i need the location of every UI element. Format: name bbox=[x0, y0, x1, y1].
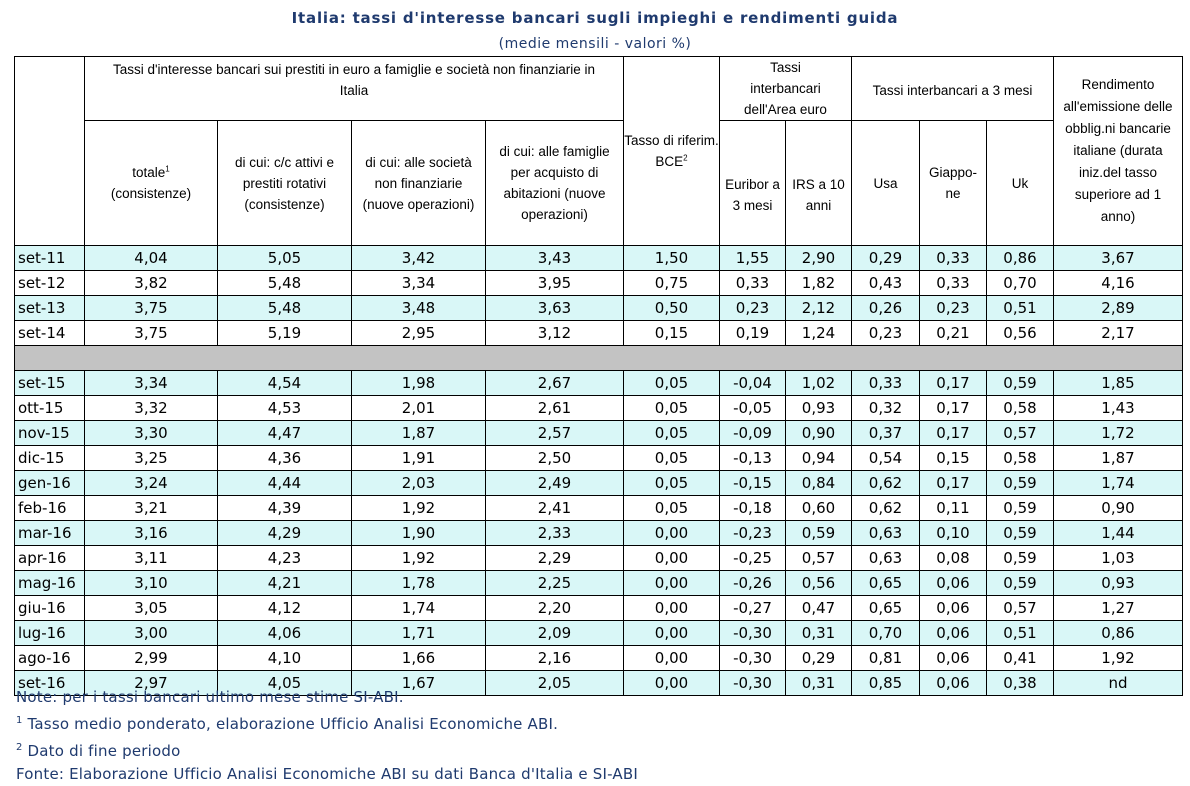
rates-table bbox=[14, 56, 1183, 696]
header-giappone: Giappo-ne bbox=[920, 121, 987, 246]
table-cell: 0,05 bbox=[624, 446, 720, 471]
table-cell: -0,27 bbox=[720, 596, 786, 621]
table-cell: 0,62 bbox=[852, 471, 920, 496]
table-cell: 0,00 bbox=[624, 571, 720, 596]
table-cell: 2,12 bbox=[786, 296, 852, 321]
table-cell: 0,63 bbox=[852, 521, 920, 546]
table-cell: 3,21 bbox=[85, 496, 218, 521]
table-cell: 0,33 bbox=[852, 371, 920, 396]
table-cell: 1,98 bbox=[352, 371, 486, 396]
separator-row bbox=[15, 346, 1183, 371]
table-cell: 0,54 bbox=[852, 446, 920, 471]
table-cell: 0,93 bbox=[1054, 571, 1183, 596]
table-cell: 3,82 bbox=[85, 271, 218, 296]
table-cell: 0,05 bbox=[624, 371, 720, 396]
table-row bbox=[15, 546, 1183, 571]
table-cell: 0,17 bbox=[920, 371, 987, 396]
table-row bbox=[15, 571, 1183, 596]
table-cell: 0,10 bbox=[920, 521, 987, 546]
table-cell: 0,51 bbox=[987, 296, 1054, 321]
table-row bbox=[15, 246, 1183, 271]
table-cell: 4,21 bbox=[218, 571, 352, 596]
table-cell: 3,42 bbox=[352, 246, 486, 271]
table-cell: 2,03 bbox=[352, 471, 486, 496]
table-cell: 0,23 bbox=[852, 321, 920, 346]
row-label: set-11 bbox=[15, 246, 85, 271]
table-cell: 3,34 bbox=[85, 371, 218, 396]
table-cell: 2,41 bbox=[486, 496, 624, 521]
row-label: nov-15 bbox=[15, 421, 85, 446]
table-row bbox=[15, 421, 1183, 446]
table-cell: 4,29 bbox=[218, 521, 352, 546]
table-row bbox=[15, 646, 1183, 671]
header-societa: di cui: alle società non finanziarie (nuove operazioni) bbox=[352, 121, 486, 246]
row-label: gen-16 bbox=[15, 471, 85, 496]
table-cell: 3,75 bbox=[85, 321, 218, 346]
row-label: feb-16 bbox=[15, 496, 85, 521]
row-label: mag-16 bbox=[15, 571, 85, 596]
table-cell: 1,82 bbox=[786, 271, 852, 296]
table-cell: 3,63 bbox=[486, 296, 624, 321]
row-label: ago-16 bbox=[15, 646, 85, 671]
table-cell: 0,81 bbox=[852, 646, 920, 671]
table-cell: 3,48 bbox=[352, 296, 486, 321]
table-cell: -0,18 bbox=[720, 496, 786, 521]
table-cell: 0,17 bbox=[920, 471, 987, 496]
table-cell: -0,25 bbox=[720, 546, 786, 571]
note-source: Fonte: Elaborazione Ufficio Analisi Economiche ABI su dati Banca d'Italia e SI-ABI bbox=[16, 765, 638, 783]
table-cell: 0,59 bbox=[987, 471, 1054, 496]
table-cell: 0,00 bbox=[624, 646, 720, 671]
table-cell: 0,62 bbox=[852, 496, 920, 521]
separator-cell bbox=[15, 346, 1183, 371]
table-cell: 0,94 bbox=[786, 446, 852, 471]
corner-cell bbox=[15, 57, 85, 246]
table-cell: -0,15 bbox=[720, 471, 786, 496]
table-cell: 5,48 bbox=[218, 271, 352, 296]
table-row bbox=[15, 496, 1183, 521]
table-cell: 4,04 bbox=[85, 246, 218, 271]
table-row bbox=[15, 271, 1183, 296]
table-cell: 0,59 bbox=[987, 521, 1054, 546]
table-cell: 2,95 bbox=[352, 321, 486, 346]
table-cell: 0,05 bbox=[624, 496, 720, 521]
table-cell: 0,06 bbox=[920, 621, 987, 646]
table-cell: 1,91 bbox=[352, 446, 486, 471]
table-cell: 2,29 bbox=[486, 546, 624, 571]
table-row bbox=[15, 396, 1183, 421]
table-cell: 3,25 bbox=[85, 446, 218, 471]
table-cell: 3,05 bbox=[85, 596, 218, 621]
table-cell: 1,90 bbox=[352, 521, 486, 546]
table-cell: 3,16 bbox=[85, 521, 218, 546]
table-cell: 0,00 bbox=[624, 521, 720, 546]
table-cell: 1,43 bbox=[1054, 396, 1183, 421]
table-cell: 1,74 bbox=[1054, 471, 1183, 496]
table-cell: 0,47 bbox=[786, 596, 852, 621]
table-cell: 3,43 bbox=[486, 246, 624, 271]
table-cell: 0,60 bbox=[786, 496, 852, 521]
table-cell: 0,75 bbox=[624, 271, 720, 296]
table-body bbox=[15, 246, 1183, 696]
table-cell: 1,02 bbox=[786, 371, 852, 396]
table-cell: 4,16 bbox=[1054, 271, 1183, 296]
row-label: apr-16 bbox=[15, 546, 85, 571]
table-cell: 0,59 bbox=[987, 571, 1054, 596]
table-cell: 3,75 bbox=[85, 296, 218, 321]
table-cell: 3,24 bbox=[85, 471, 218, 496]
table-cell: 0,06 bbox=[920, 596, 987, 621]
table-cell: 0,50 bbox=[624, 296, 720, 321]
table-cell: 0,57 bbox=[786, 546, 852, 571]
table-cell: 0,17 bbox=[920, 396, 987, 421]
table-cell: 5,05 bbox=[218, 246, 352, 271]
table-cell: 0,17 bbox=[920, 421, 987, 446]
table-cell: 0,29 bbox=[786, 646, 852, 671]
row-label: dic-15 bbox=[15, 446, 85, 471]
table-cell: 0,43 bbox=[852, 271, 920, 296]
table-cell: 0,56 bbox=[987, 321, 1054, 346]
table-cell: 0,70 bbox=[987, 271, 1054, 296]
header-cc: di cui: c/c attivi e prestiti rotativi (consistenze) bbox=[218, 121, 352, 246]
table-cell: 0,00 bbox=[624, 546, 720, 571]
row-label: ott-15 bbox=[15, 396, 85, 421]
table-cell: 1,55 bbox=[720, 246, 786, 271]
table-cell: 0,05 bbox=[624, 421, 720, 446]
table-cell: 3,10 bbox=[85, 571, 218, 596]
row-label: set-14 bbox=[15, 321, 85, 346]
table-row bbox=[15, 521, 1183, 546]
table-cell: 3,00 bbox=[85, 621, 218, 646]
table-cell: 5,48 bbox=[218, 296, 352, 321]
table-cell: 2,16 bbox=[486, 646, 624, 671]
table-cell: 0,29 bbox=[852, 246, 920, 271]
table-cell: 0,05 bbox=[624, 396, 720, 421]
table-cell: 1,85 bbox=[1054, 371, 1183, 396]
table-cell: 3,67 bbox=[1054, 246, 1183, 271]
table-cell: 0,06 bbox=[920, 571, 987, 596]
table-cell: 0,19 bbox=[720, 321, 786, 346]
table-cell: 5,19 bbox=[218, 321, 352, 346]
table-cell: 4,53 bbox=[218, 396, 352, 421]
table-cell: 3,32 bbox=[85, 396, 218, 421]
table-cell: 0,41 bbox=[987, 646, 1054, 671]
table-cell: 2,99 bbox=[85, 646, 218, 671]
table-subtitle: (medie mensili - valori %) bbox=[498, 36, 692, 52]
row-label: lug-16 bbox=[15, 621, 85, 646]
table-cell: 1,92 bbox=[352, 546, 486, 571]
table-cell: 2,97 bbox=[85, 671, 218, 696]
table-cell: 0,05 bbox=[624, 471, 720, 496]
table-cell: 0,00 bbox=[624, 596, 720, 621]
table-cell: 2,05 bbox=[486, 671, 624, 696]
table-cell: 2,89 bbox=[1054, 296, 1183, 321]
table-cell: 2,50 bbox=[486, 446, 624, 471]
table-row bbox=[15, 621, 1183, 646]
table-cell: 1,87 bbox=[1054, 446, 1183, 471]
table-cell: 2,57 bbox=[486, 421, 624, 446]
table-row bbox=[15, 446, 1183, 471]
table-row bbox=[15, 471, 1183, 496]
table-cell: 0,59 bbox=[987, 496, 1054, 521]
table-cell: 0,57 bbox=[987, 421, 1054, 446]
table-cell: 0,37 bbox=[852, 421, 920, 446]
table-cell: 4,44 bbox=[218, 471, 352, 496]
table-cell: 0,59 bbox=[987, 371, 1054, 396]
header-group-bank-rates: Tassi d'interesse bancari sui prestiti in euro a famiglie e società non finanziarie in Italia bbox=[85, 57, 624, 121]
table-cell: -0,13 bbox=[720, 446, 786, 471]
table-cell: 3,30 bbox=[85, 421, 218, 446]
table-cell: 0,08 bbox=[920, 546, 987, 571]
row-label: set-12 bbox=[15, 271, 85, 296]
table-cell: 0,00 bbox=[624, 671, 720, 696]
table-cell: 0,32 bbox=[852, 396, 920, 421]
table-cell: 0,86 bbox=[987, 246, 1054, 271]
row-label: giu-16 bbox=[15, 596, 85, 621]
table-cell: 0,59 bbox=[786, 521, 852, 546]
table-cell: 4,39 bbox=[218, 496, 352, 521]
table-cell: -0,05 bbox=[720, 396, 786, 421]
header-group-interbank-3m: Tassi interbancari a 3 mesi bbox=[852, 57, 1054, 121]
table-cell: 2,61 bbox=[486, 396, 624, 421]
table-title: Italia: tassi d'interesse bancari sugli impieghi e rendimenti guida bbox=[291, 9, 899, 27]
table-cell: 0,21 bbox=[920, 321, 987, 346]
table-cell: 0,23 bbox=[920, 296, 987, 321]
table-cell: 0,84 bbox=[786, 471, 852, 496]
table-cell: 1,92 bbox=[352, 496, 486, 521]
table-cell: 4,05 bbox=[218, 671, 352, 696]
table-cell: 0,59 bbox=[987, 546, 1054, 571]
table-cell: 2,20 bbox=[486, 596, 624, 621]
table-cell: 3,95 bbox=[486, 271, 624, 296]
table-cell: 3,12 bbox=[486, 321, 624, 346]
table-cell: 2,33 bbox=[486, 521, 624, 546]
table-cell: 3,34 bbox=[352, 271, 486, 296]
table-row bbox=[15, 596, 1183, 621]
note-2: $^2$ Dato di fine periodo bbox=[16, 742, 181, 760]
table-cell: 4,54 bbox=[218, 371, 352, 396]
table-cell: 0,86 bbox=[1054, 621, 1183, 646]
table-cell: 0,57 bbox=[987, 596, 1054, 621]
table-cell: 4,12 bbox=[218, 596, 352, 621]
table-cell: 1,92 bbox=[1054, 646, 1183, 671]
table-cell: 2,01 bbox=[352, 396, 486, 421]
table-cell: -0,30 bbox=[720, 671, 786, 696]
table-cell: 1,87 bbox=[352, 421, 486, 446]
table-cell: 0,00 bbox=[624, 621, 720, 646]
table-cell: 0,90 bbox=[1054, 496, 1183, 521]
table-cell: 0,63 bbox=[852, 546, 920, 571]
table-cell: -0,09 bbox=[720, 421, 786, 446]
row-label: set-16 bbox=[15, 671, 85, 696]
table-cell: 0,56 bbox=[786, 571, 852, 596]
table-cell: 4,10 bbox=[218, 646, 352, 671]
table-cell: 2,67 bbox=[486, 371, 624, 396]
table-cell: 0,33 bbox=[920, 246, 987, 271]
table-cell: 1,50 bbox=[624, 246, 720, 271]
table-row bbox=[15, 296, 1183, 321]
note-general: Note: per i tassi bancari ultimo mese stime SI-ABI. bbox=[16, 688, 404, 706]
table-cell: 0,51 bbox=[987, 621, 1054, 646]
table-cell: 0,38 bbox=[987, 671, 1054, 696]
row-label: mar-16 bbox=[15, 521, 85, 546]
note-1: $^1$ Tasso medio ponderato, elaborazione Ufficio Analisi Economiche ABI. bbox=[16, 715, 559, 733]
table-cell: 0,15 bbox=[920, 446, 987, 471]
table-cell: 0,58 bbox=[987, 446, 1054, 471]
table-cell: 1,71 bbox=[352, 621, 486, 646]
table-cell: 0,26 bbox=[852, 296, 920, 321]
header-irs: IRS a 10 anni bbox=[786, 121, 852, 246]
table-cell: 1,78 bbox=[352, 571, 486, 596]
table-cell: 1,72 bbox=[1054, 421, 1183, 446]
header-famiglie: di cui: alle famiglie per acquisto di abitazioni (nuove operazioni) bbox=[486, 121, 624, 246]
row-label: set-15 bbox=[15, 371, 85, 396]
header-totale: totale$^1$ (consistenze) bbox=[85, 121, 218, 246]
table-cell: 0,33 bbox=[720, 271, 786, 296]
table-cell: 0,33 bbox=[920, 271, 987, 296]
table-cell: 1,74 bbox=[352, 596, 486, 621]
table-cell: 0,65 bbox=[852, 571, 920, 596]
table-cell: nd bbox=[1054, 671, 1183, 696]
table-cell: 4,06 bbox=[218, 621, 352, 646]
table-cell: 2,17 bbox=[1054, 321, 1183, 346]
header-group-area-euro: Tassi interbancari dell'Area euro bbox=[720, 57, 852, 121]
table-cell: 0,06 bbox=[920, 646, 987, 671]
table-cell: 0,11 bbox=[920, 496, 987, 521]
table-cell: 2,09 bbox=[486, 621, 624, 646]
header-euribor: Euribor a 3 mesi bbox=[720, 121, 786, 246]
table-cell: 1,67 bbox=[352, 671, 486, 696]
table-cell: 1,24 bbox=[786, 321, 852, 346]
table-cell: 0,85 bbox=[852, 671, 920, 696]
table-cell: 1,44 bbox=[1054, 521, 1183, 546]
table-cell: 1,27 bbox=[1054, 596, 1183, 621]
table-cell: 4,23 bbox=[218, 546, 352, 571]
table-cell: 4,36 bbox=[218, 446, 352, 471]
table-row bbox=[15, 371, 1183, 396]
table-cell: 0,65 bbox=[852, 596, 920, 621]
table-cell: 0,70 bbox=[852, 621, 920, 646]
table-cell: 2,90 bbox=[786, 246, 852, 271]
table-cell: -0,30 bbox=[720, 621, 786, 646]
header-usa: Usa bbox=[852, 121, 920, 246]
table-cell: -0,30 bbox=[720, 646, 786, 671]
table-cell: 3,11 bbox=[85, 546, 218, 571]
table-cell: 1,03 bbox=[1054, 546, 1183, 571]
table-cell: 0,93 bbox=[786, 396, 852, 421]
table-cell: 0,58 bbox=[987, 396, 1054, 421]
table-cell: 1,66 bbox=[352, 646, 486, 671]
table-cell: 2,49 bbox=[486, 471, 624, 496]
table-cell: 4,47 bbox=[218, 421, 352, 446]
table-cell: 0,31 bbox=[786, 621, 852, 646]
table-cell: 0,06 bbox=[920, 671, 987, 696]
table-row bbox=[15, 321, 1183, 346]
row-label: set-13 bbox=[15, 296, 85, 321]
table-cell: 2,25 bbox=[486, 571, 624, 596]
header-bce: Tasso di riferim. BCE$^2$ bbox=[624, 57, 720, 246]
notes bbox=[16, 686, 638, 786]
table-cell: 0,15 bbox=[624, 321, 720, 346]
table-cell: 0,31 bbox=[786, 671, 852, 696]
table-cell: -0,26 bbox=[720, 571, 786, 596]
table-cell: 0,90 bbox=[786, 421, 852, 446]
header-rendimento: Rendimento all'emissione delle obblig.ni bancarie italiane (durata iniz.del tasso superiore ad 1 anno) bbox=[1054, 57, 1183, 246]
header-uk: Uk bbox=[987, 121, 1054, 246]
table-cell: -0,04 bbox=[720, 371, 786, 396]
table-cell: -0,23 bbox=[720, 521, 786, 546]
table-cell: 0,23 bbox=[720, 296, 786, 321]
